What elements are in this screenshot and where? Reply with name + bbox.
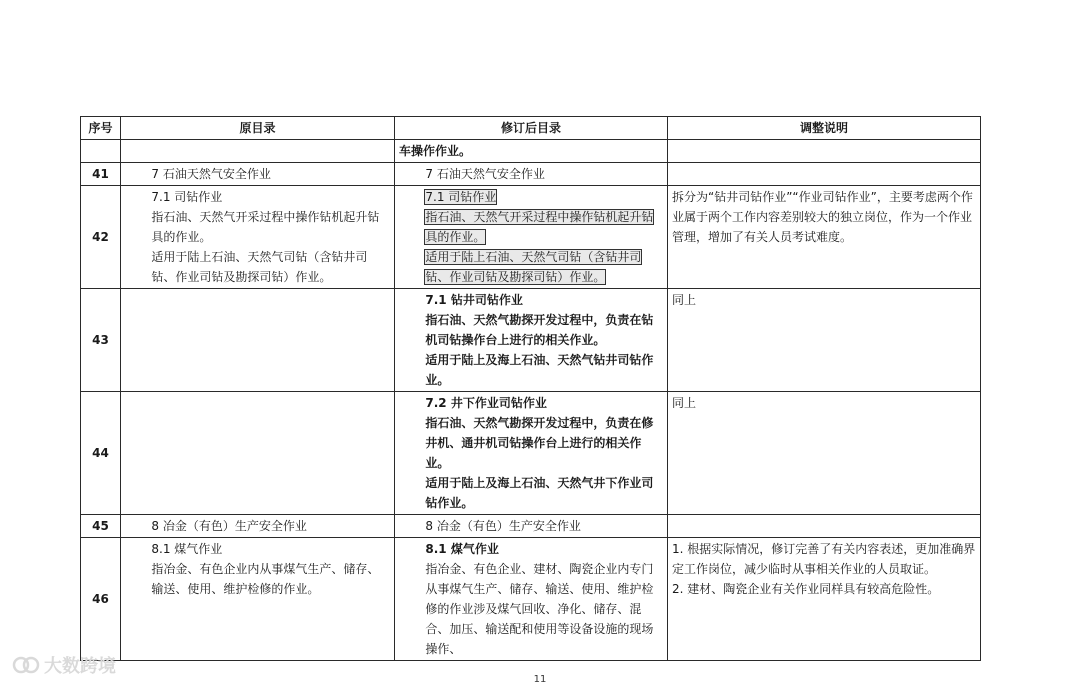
note-cell	[668, 163, 981, 186]
header-revised: 修订后目录	[395, 117, 668, 140]
cell-paragraph: 指石油、天然气勘探开发过程中，负责在钻机司钻操作台上进行的相关作业。	[425, 313, 654, 347]
cell-paragraph: 8 冶金（有色）生产安全作业	[151, 519, 307, 533]
cell-paragraph: 适用于陆上及海上石油、天然气井下作业司钻作业。	[425, 476, 654, 510]
table-header-row	[81, 117, 981, 140]
cell-paragraph	[399, 187, 663, 207]
document-table	[80, 116, 981, 661]
revised-cell	[395, 163, 668, 186]
cell-paragraph: 1. 根据实际情况，修订完善了有关内容表述，更加准确界定工作岗位，减少临时从事相关作业的人员取证。	[672, 542, 976, 576]
table-row	[81, 289, 981, 392]
table-row	[81, 163, 981, 186]
highlighted-text: 指石油、天然气开采过程中操作钻机起升钻具的作业。	[425, 210, 654, 244]
highlighted-text: 7.1 司钻作业	[425, 190, 497, 204]
table-row	[81, 140, 981, 163]
original-cell	[121, 538, 395, 661]
revised-cell	[395, 289, 668, 392]
note-cell	[668, 392, 981, 515]
revised-cell	[395, 515, 668, 538]
row-number	[81, 140, 121, 163]
original-cell	[121, 140, 395, 163]
note-cell	[668, 538, 981, 661]
cell-paragraph	[399, 207, 663, 247]
original-cell	[121, 163, 395, 186]
revised-cell	[395, 186, 668, 289]
watermark-text: 大数跨境	[44, 656, 116, 677]
cell-paragraph: 同上	[672, 396, 697, 410]
cell-paragraph: 适用于陆上及海上石油、天然气钻井司钻作业。	[425, 353, 654, 387]
cell-paragraph: 7.1 司钻作业	[151, 190, 223, 204]
highlighted-text: 适用于陆上石油、天然气司钻（含钻井司钻、作业司钻及勘探司钻）作业。	[425, 250, 642, 284]
cell-paragraph: 2. 建材、陶瓷企业有关作业同样具有较高危险性。	[672, 582, 940, 596]
cell-paragraph: 拆分为“钻井司钻作业”“作业司钻作业”，主要考虑两个作业属于两个工作内容差别较大的独立岗位，作为一个作业管理，增加了有关人员考试难度。	[672, 190, 973, 244]
original-cell	[121, 515, 395, 538]
note-cell	[668, 186, 981, 289]
note-cell	[668, 140, 981, 163]
row-number: 42	[81, 186, 121, 289]
table-row	[81, 538, 981, 661]
cell-paragraph: 车操作作业。	[399, 144, 472, 158]
table-row	[81, 186, 981, 289]
cell-paragraph: 指石油、天然气勘探开发过程中，负责在修井机、通井机司钻操作台上进行的相关作业。	[425, 416, 654, 470]
cell-paragraph: 8.1 煤气作业	[425, 542, 499, 556]
cell-paragraph: 7 石油天然气安全作业	[151, 167, 271, 181]
cell-paragraph: 适用于陆上石油、天然气司钻（含钻井司钻、作业司钻及勘探司钻）作业。	[151, 250, 368, 284]
row-number: 44	[81, 392, 121, 515]
row-number: 41	[81, 163, 121, 186]
cell-paragraph: 指冶金、有色企业内从事煤气生产、储存、输送、使用、维护检修的作业。	[151, 562, 380, 596]
row-number: 43	[81, 289, 121, 392]
revised-cell	[395, 538, 668, 661]
table-row	[81, 392, 981, 515]
row-number: 45	[81, 515, 121, 538]
cell-paragraph: 7 石油天然气安全作业	[425, 167, 545, 181]
original-cell	[121, 392, 395, 515]
cell-paragraph: 8.1 煤气作业	[151, 542, 223, 556]
note-cell	[668, 515, 981, 538]
page-number: 11	[533, 674, 547, 685]
cell-paragraph: 指石油、天然气开采过程中操作钻机起升钻具的作业。	[151, 210, 380, 244]
table-body	[81, 140, 981, 661]
note-cell	[668, 289, 981, 392]
table-row	[81, 515, 981, 538]
cell-paragraph	[399, 247, 663, 287]
header-seq: 序号	[81, 117, 121, 140]
header-note: 调整说明	[668, 117, 981, 140]
cell-paragraph: 7.2 井下作业司钻作业	[425, 396, 547, 410]
revised-cell	[395, 140, 668, 163]
row-number: 46	[81, 538, 121, 661]
original-cell	[121, 289, 395, 392]
cell-paragraph: 8 冶金（有色）生产安全作业	[425, 519, 581, 533]
header-original: 原目录	[121, 117, 395, 140]
revised-cell	[395, 392, 668, 515]
original-cell	[121, 186, 395, 289]
cell-paragraph: 7.1 钻井司钻作业	[425, 293, 523, 307]
cell-paragraph: 指冶金、有色企业、建材、陶瓷企业内专门从事煤气生产、储存、输送、使用、维护检修的作业涉及煤气回收、净化、储存、混合、加压、输送配和使用等设备设施的现场操作、	[425, 562, 654, 656]
cell-paragraph: 同上	[672, 293, 697, 307]
